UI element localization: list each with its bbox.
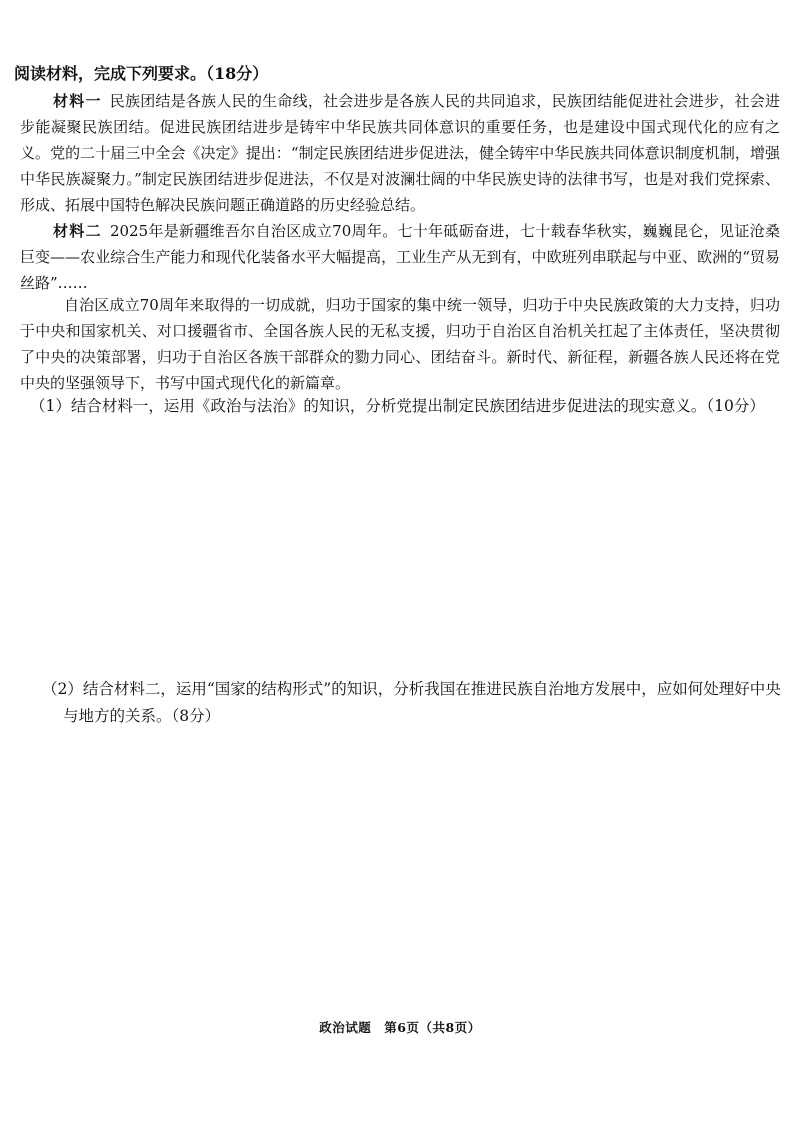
material-two-label: 材料二 <box>53 222 102 240</box>
material-one-paragraph <box>20 88 780 218</box>
question-intro: 阅读材料，完成下列要求。（18分） <box>14 64 269 83</box>
material-two-text: 2025年是新疆维吾尔自治区成立70周年。七十年砥砺奋进，七十载春华秋实，巍巍昆仑，见证沧桑巨变——农业综合生产能力和现代化装备水平大幅提高，工业生产从无到有，中欧班列串联起与中亚、欧洲的“贸易丝路”…… <box>20 222 780 292</box>
sub-question-1: （1）结合材料一，运用《政治与法治》的知识，分析党提出制定民族团结进步促进法的现实意义。（10分） <box>30 397 765 415</box>
material-one-text: 民族团结是各族人民的生命线，社会进步是各族人民的共同追求，民族团结能促进社会进步，社会进步能凝聚民族团结。促进民族团结进步是铸牢中华民族共同体意识的重要任务，也是建设中国式现代化的应有之义。党的二十届三中全会《决定》提出：“制定民族团结进步促进法，健全铸牢中华民族共同体意识制度机制，增强中华民族凝聚力。”制定民族团结进步促进法，不仅是对波澜壮阔的中华民族史诗的法律书写，也是对我们党探索、形成、拓展中国特色解决民族问题正确道路的历史经验总结。 <box>20 92 780 214</box>
material-two-paragraph-2: 自治区成立70周年来取得的一切成就，归功于国家的集中统一领导，归功于中央民族政策的大力支持，归功于中央和国家机关、对口援疆省市、全国各族人民的无私支援，归功于自治区自治机关扛起了主体责任，坚决贯彻了中央的决策部署，归功于自治区各族干部群众的勠力同心、团结奋斗。新时代、新征程，新疆各族人民还将在党中央的坚强领导下，书写中国式现代化的新篇章。 <box>20 296 780 392</box>
sub-question-2: （2）结合材料二，运用“国家的结构形式”的知识，分析我国在推进民族自治地方发展中，应如何处理好中央与地方的关系。（8分） <box>42 680 781 725</box>
page-footer: 政治试题 第6页（共8页） <box>319 1020 481 1035</box>
material-one-label: 材料一 <box>53 92 102 110</box>
material-two-paragraph <box>20 218 780 296</box>
